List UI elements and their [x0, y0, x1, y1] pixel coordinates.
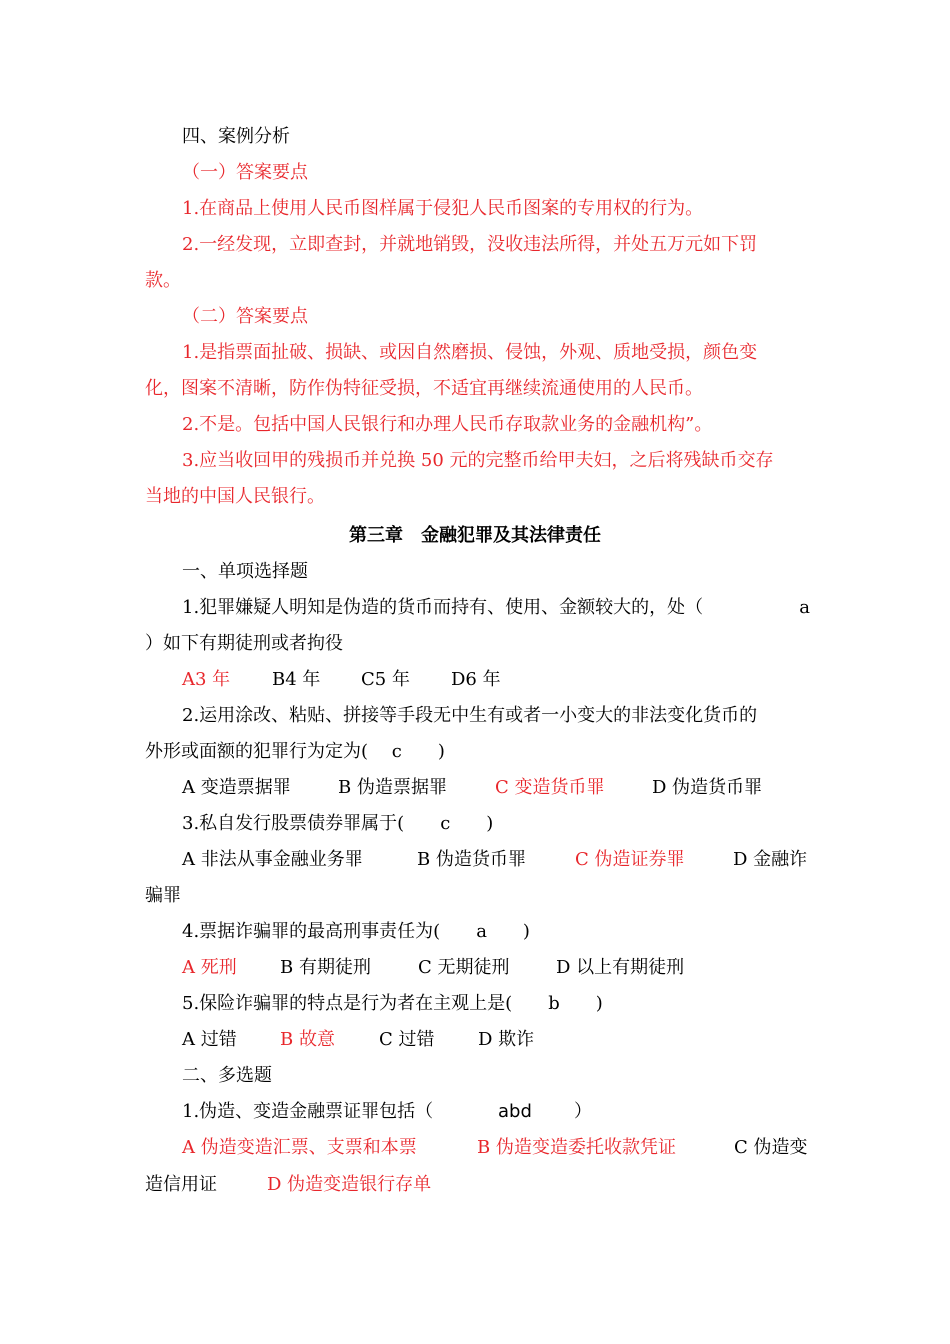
- option-b: B 故意: [280, 1029, 335, 1050]
- case2-answer-3-line1: 3.应当收回甲的残损币并兑换 50 元的完整币给甲夫妇，之后将残缺币交存: [182, 450, 774, 471]
- question-3-wrap: 骗罪: [145, 885, 181, 906]
- multi-question-1-line1: [182, 1101, 810, 1123]
- case2-answer-2: 2.不是。包括中国人民银行和办理人民币存取款业务的金融机构”。: [182, 414, 713, 435]
- case1-answer-1: 1.在商品上使用人民币图样属于侵犯人民币图案的专用权的行为。: [182, 198, 704, 219]
- question-1-line2: ）如下有期徒刑或者拘役: [145, 633, 343, 654]
- multi-question-1-text: 1.伪造、变造金融票证罪包括（: [182, 1101, 434, 1122]
- option-c: C 变造货币罪: [495, 777, 605, 798]
- option-d: D 欺诈: [478, 1029, 535, 1050]
- multi-question-1-wrap: [145, 1174, 810, 1196]
- question-2-line2: 外形或面额的犯罪行为定为( c ): [145, 741, 445, 762]
- option-b: B4 年: [272, 669, 321, 690]
- option-a: A 变造票据罪: [182, 777, 291, 798]
- option-d: D6 年: [451, 669, 501, 690]
- case2-answer-1-line2: 化，图案不清晰，防作伪特征受损，不适宜再继续流通使用的人民币。: [145, 378, 703, 399]
- case2-label: （二）答案要点: [182, 306, 308, 327]
- question-3-line1: 3.私自发行股票债券罪属于( c ): [182, 813, 494, 834]
- question-1-answer: a: [799, 597, 810, 618]
- option-d: D 伪造货币罪: [652, 777, 763, 798]
- question-5-line1: 5.保险诈骗罪的特点是行为者在主观上是( b ): [182, 993, 603, 1014]
- question-4-line1: 4.票据诈骗罪的最高刑事责任为( a ): [182, 921, 530, 942]
- multi-choice-heading: 二、多选题: [182, 1065, 272, 1086]
- option-a: A 非法从事金融业务罪: [182, 849, 363, 870]
- case2-answer-3-line2: 当地的中国人民银行。: [145, 486, 325, 507]
- option-a: A3 年: [182, 669, 231, 690]
- multi-question-1-wrap-text: 造信用证: [145, 1174, 217, 1195]
- question-3-options: [182, 849, 810, 871]
- option-d: D 伪造变造银行存单: [267, 1174, 432, 1195]
- case1-answer-2-line2: 款。: [145, 270, 181, 291]
- question-1-line1: [182, 597, 810, 619]
- case1-label: （一）答案要点: [182, 162, 308, 183]
- option-d: D 以上有期徒刑: [556, 957, 685, 978]
- option-b: B 伪造变造委托收款凭证: [477, 1137, 676, 1158]
- single-choice-heading: 一、单项选择题: [182, 561, 308, 582]
- question-1-text: 1.犯罪嫌疑人明知是伪造的货币而持有、使用、金额较大的，处（: [182, 597, 704, 618]
- question-2-options: [182, 777, 810, 799]
- section-heading-case-analysis: 四、案例分析: [182, 126, 290, 147]
- multi-question-1-answer: abd: [498, 1101, 532, 1122]
- chapter-title: 第三章 金融犯罪及其法律责任: [349, 525, 601, 546]
- case2-answer-1-line1: 1.是指票面扯破、损缺、或因自然磨损、侵蚀，外观、质地受损，颜色变: [182, 342, 758, 363]
- multi-question-1-close: ）: [574, 1101, 592, 1122]
- option-c: C 伪造证券罪: [575, 849, 685, 870]
- option-c: C5 年: [361, 669, 410, 690]
- multi-question-1-options: [182, 1137, 810, 1159]
- option-b: B 伪造货币罪: [417, 849, 526, 870]
- option-c: C 过错: [379, 1029, 435, 1050]
- option-c: C 无期徒刑: [418, 957, 510, 978]
- question-4-options: [182, 957, 810, 979]
- option-a: A 伪造变造汇票、支票和本票: [182, 1137, 417, 1158]
- option-b: B 有期徒刑: [280, 957, 371, 978]
- option-b: B 伪造票据罪: [338, 777, 447, 798]
- case1-answer-2-line1: 2.一经发现，立即查封，并就地销毁，没收违法所得，并处五万元如下罚: [182, 234, 758, 255]
- question-1-options: [182, 669, 810, 691]
- question-2-line1: 2.运用涂改、粘贴、拼接等手段无中生有或者一小变大的非法变化货币的: [182, 705, 758, 726]
- option-a: A 过错: [182, 1029, 237, 1050]
- option-d: D 金融诈: [733, 849, 808, 870]
- option-a: A 死刑: [182, 957, 237, 978]
- question-5-options: [182, 1029, 810, 1051]
- option-c: C 伪造变: [734, 1137, 808, 1158]
